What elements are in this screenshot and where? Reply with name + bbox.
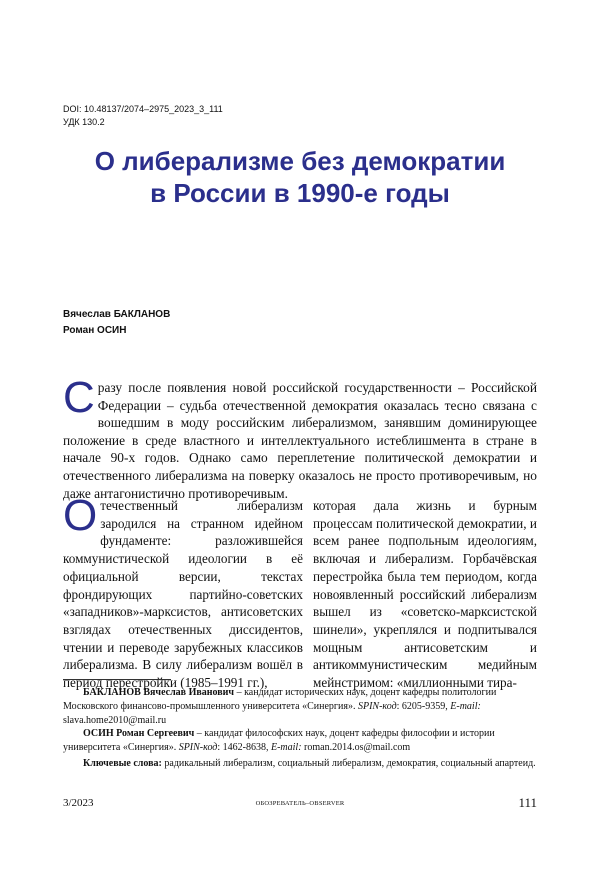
footnote-text: – кандидат философских наук, доцент кафедры философии и истории университета «Синергия». bbox=[63, 728, 495, 753]
abstract bbox=[63, 373, 537, 502]
email-address: roman.2014.os@mail.com bbox=[301, 742, 411, 753]
issue-number: 3/2023 bbox=[63, 797, 94, 809]
journal-name: ОБОЗРЕВАТЕЛЬ–OBSERVER bbox=[255, 800, 345, 807]
spin-label: SPIN-код bbox=[357, 701, 397, 712]
page-number: 111 bbox=[518, 795, 537, 810]
footnote-author-2 bbox=[63, 727, 537, 755]
keywords bbox=[63, 757, 537, 771]
keywords-text: радикальный либерализм, социальный либерализм, демократия, социальный апартеид. bbox=[161, 758, 536, 769]
udk-code: УДК 130.2 bbox=[63, 117, 105, 127]
abstract-dropcap: С bbox=[63, 373, 95, 422]
email-label: E-mail: bbox=[270, 742, 302, 753]
page-footer bbox=[63, 795, 537, 813]
keywords-label: Ключевые слова: bbox=[83, 758, 162, 769]
doi: DOI: 10.48137/2074–2975_2023_3_111 bbox=[63, 104, 223, 114]
body-column-right bbox=[313, 497, 537, 692]
footnote-author-1 bbox=[63, 686, 537, 728]
spin-code: : 6205-9359, bbox=[396, 701, 451, 712]
spin-code: : 1462-8638, bbox=[217, 742, 271, 753]
author-name: Роман ОСИН bbox=[63, 325, 127, 336]
body-text-left: течественный либерализм зародился на странном идейном фундаменте: разложившейся коммунистической идеологии в её официальной версии, текстах фрондирующих партийно-советских «западников»-марксистов, антисоветских взглядах отечественных диссидентов, чтении и переводе зарубежных классиков либерализма. В силу либерализм вошёл в период перестройки (1985–1991 гг.), bbox=[63, 498, 303, 691]
author-name: Вячеслав БАКЛАНОВ bbox=[63, 309, 171, 320]
footnote-text: – кандидат исторических наук, доцент кафедры политологии Московского финансово-промышленного университета «Синергия». bbox=[63, 687, 497, 712]
email-label: E-mail: bbox=[450, 701, 481, 712]
abstract-text: разу после появления новой российской государственности – Российской Федерации – судьба отечественной демократия оказалась тесно связана с вошедшим в моду российским либерализмом, занявшим доминирующее положение в среде властного и интеллектуального истеблишмента в стране в начале 90-х годов. Однако само переплетение политической демократии и отечественного либерализма на поверку оказалось не просто противоречивым, но даже антагонистично противоречивым. bbox=[63, 380, 537, 501]
body-column-left bbox=[63, 491, 303, 692]
email-address: slava.home2010@mail.ru bbox=[63, 715, 167, 726]
body-dropcap: О bbox=[63, 491, 98, 540]
title-line-2: в России в 1990-е годы bbox=[150, 178, 450, 208]
footnote-author-name: БАКЛАНОВ Вячеслав Иванович bbox=[83, 687, 235, 698]
title-line-1: О либерализме без демократии bbox=[94, 146, 506, 176]
author-list bbox=[63, 307, 170, 339]
footnote-divider bbox=[63, 679, 171, 680]
spin-label: SPIN-код bbox=[178, 742, 218, 753]
footnote-author-name: ОСИН Роман Сергеевич bbox=[83, 728, 195, 739]
body-text-right: которая дала жизнь и бурным процессам политической демократии, и всем ранее подпольным идеологиям, включая и либерализм. Горбачёвская перестройка была тем периодом, когда новоявленный российский либерализм вышел из «советско-марксистской шинели», укреплялся и подпитывался мощным антисоветским и антикоммунистическим медийным мейнстримом: «миллионными тира- bbox=[313, 498, 537, 691]
article-title bbox=[40, 145, 560, 209]
